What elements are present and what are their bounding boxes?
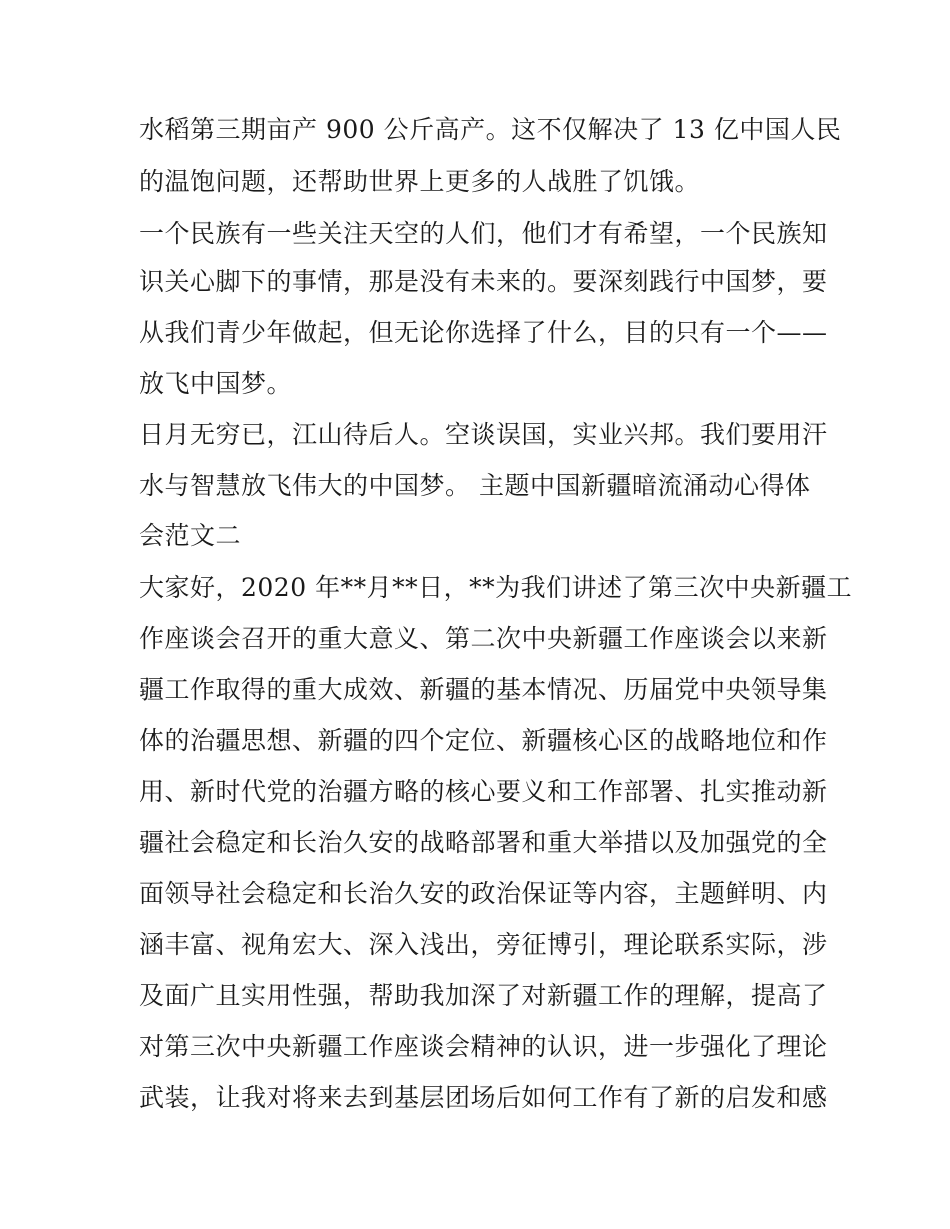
text-line: 水稻第三期亩产 900 公斤高产。这不仅解决了 13 亿中国人民 (139, 115, 842, 144)
text-line: 识关心脚下的事情，那是没有未来的。要深刻践行中国梦，要 (139, 267, 828, 296)
text-line: 用、新时代党的治疆方略的核心要义和工作部署、扎实推动新 (139, 777, 828, 806)
text-line: 水与智慧放飞伟大的中国梦。 主题中国新疆暗流涌动心得体 (139, 471, 811, 500)
text-line: 一个民族有一些关注天空的人们，他们才有希望，一个民族知 (139, 219, 828, 248)
text-line: 疆工作取得的重大成效、新疆的基本情况、历届党中央领导集 (139, 675, 828, 704)
text-line: 日月无穷已，江山待后人。空谈误国，实业兴邦。我们要用汗 (139, 420, 828, 449)
text-line: 会范文二 (139, 521, 242, 550)
text-line: 涵丰富、视角宏大、深入浅出，旁征博引，理论联系实际，涉 (139, 930, 828, 959)
text-line: 对第三次中央新疆工作座谈会精神的认识，进一步强化了理论 (139, 1032, 828, 1061)
text-line: 面领导社会稳定和长治久安的政治保证等内容，主题鲜明、内 (139, 879, 828, 908)
text-line: 体的治疆思想、新疆的四个定位、新疆核心区的战略地位和作 (139, 726, 828, 755)
text-line: 及面广且实用性强，帮助我加深了对新疆工作的理解，提高了 (139, 981, 828, 1010)
text-line: 武装，让我对将来去到基层团场后如何工作有了新的启发和感 (139, 1083, 828, 1112)
text-line: 从我们青少年做起，但无论你选择了什么，目的只有一个—— (139, 318, 828, 347)
text-line: 作座谈会召开的重大意义、第二次中央新疆工作座谈会以来新 (139, 624, 828, 653)
text-line: 大家好，2020 年**月**日，**为我们讲述了第三次中央新疆工 (139, 573, 853, 602)
text-line: 疆社会稳定和长治久安的战略部署和重大举措以及加强党的全 (139, 828, 828, 857)
text-line: 的温饱问题，还帮助世界上更多的人战胜了饥饿。 (139, 167, 701, 196)
text-line: 放飞中国梦。 (139, 369, 293, 398)
